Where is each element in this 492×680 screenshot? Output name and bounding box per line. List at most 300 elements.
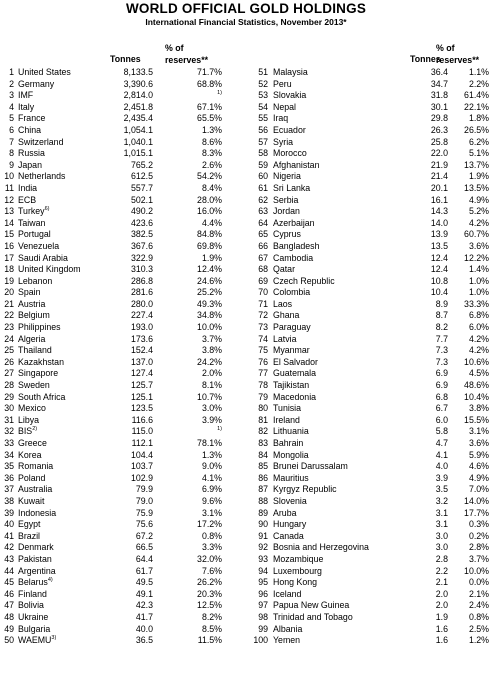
table-row (246, 206, 492, 218)
percent-cell: 54.2% (197, 171, 222, 182)
table-row (0, 125, 246, 137)
rank-cell: 48 (4, 611, 14, 622)
table-row (246, 450, 492, 462)
tonnes-cell: 10.8 (430, 275, 448, 286)
table-row (0, 566, 246, 578)
tonnes-cell: 3.1 (435, 519, 448, 530)
tonnes-cell: 3.2 (435, 495, 448, 506)
country-name: Mexico (18, 403, 46, 414)
tonnes-cell: 7.7 (435, 333, 448, 344)
country-name: Argentina (18, 565, 56, 576)
tonnes-cell: 102.9 (130, 472, 153, 483)
rank-cell: 59 (258, 159, 268, 170)
table-row (246, 160, 492, 172)
table-row (0, 160, 246, 172)
country-cell (273, 322, 311, 334)
percent-cell: 33.3% (464, 298, 489, 309)
table-row (246, 241, 492, 253)
country-name: Paraguay (273, 322, 311, 333)
tonnes-cell: 34.7 (430, 78, 448, 89)
percent-cell: 0.8% (201, 530, 222, 541)
country-name: Poland (18, 472, 46, 483)
country-cell (18, 392, 65, 404)
rank-cell: 37 (4, 484, 14, 495)
rank-cell: 99 (258, 623, 268, 634)
percent-cell: 8.4% (201, 182, 222, 193)
tonnes-cell: 423.6 (130, 217, 153, 228)
tonnes-cell: 22.0 (430, 148, 448, 159)
percent-cell: 4.5% (468, 368, 489, 379)
country-name: Russia (18, 148, 45, 159)
country-cell (18, 79, 54, 91)
table-row (0, 345, 246, 357)
percent-cell: 24.6% (197, 275, 222, 286)
tonnes-cell: 8.2 (435, 322, 448, 333)
country-cell (273, 484, 337, 496)
percent-cell: 4.9% (468, 194, 489, 205)
country-name: Netherlands (18, 171, 66, 182)
country-name: Thailand (18, 345, 52, 356)
country-name: Colombia (273, 287, 311, 298)
rank-cell: 85 (258, 461, 268, 472)
rank-cell: 90 (258, 519, 268, 530)
rank-cell: 71 (258, 298, 268, 309)
country-name: Belarus (18, 577, 48, 588)
table-row (0, 380, 246, 392)
table-row (246, 90, 492, 102)
percent-cell: 16.0% (197, 206, 222, 217)
country-cell (273, 345, 310, 357)
tonnes-cell: 280.0 (130, 298, 153, 309)
tonnes-cell: 173.6 (130, 333, 153, 344)
rank-cell: 25 (4, 345, 14, 356)
table-row (246, 426, 492, 438)
rank-cell: 87 (258, 484, 268, 495)
percent-cell: 2.1% (468, 588, 489, 599)
percent-cell: 8.2% (201, 611, 222, 622)
table-row (0, 519, 246, 531)
rank-cell: 16 (4, 240, 14, 251)
percent-cell: 3.8% (201, 345, 222, 356)
rank-cell: 60 (258, 171, 268, 182)
table-row (246, 473, 492, 485)
percent-cell: 1.0% (468, 287, 489, 298)
country-name: Trinidad and Tobago (273, 611, 353, 622)
percent-cell: 1.8% (468, 113, 489, 124)
percent-cell: 3.7% (201, 333, 222, 344)
tonnes-cell: 3.1 (435, 507, 448, 518)
rank-cell: 10 (4, 171, 14, 182)
country-name: Albania (273, 623, 303, 634)
tonnes-cell: 193.0 (130, 322, 153, 333)
table-row (246, 148, 492, 160)
country-name: Taiwan (18, 217, 46, 228)
table-row (0, 542, 246, 554)
percent-cell: 5.1% (468, 148, 489, 159)
country-name: Algeria (18, 333, 46, 344)
rank-cell: 93 (258, 553, 268, 564)
percent-cell: 6.9% (201, 484, 222, 495)
table-row (0, 473, 246, 485)
table-row (0, 183, 246, 195)
tonnes-cell: 115.0 (131, 426, 153, 437)
percent-cell: 68.8% (197, 78, 222, 89)
rank-cell: 54 (258, 101, 268, 112)
tonnes-cell: 310.3 (130, 264, 153, 275)
tonnes-cell: 79.9 (135, 484, 153, 495)
percent-cell: 25.2% (197, 287, 222, 298)
rank-cell: 12 (4, 194, 14, 205)
tonnes-cell: 25.8 (430, 136, 448, 147)
country-cell (18, 566, 56, 578)
percent-cell: 4.1% (201, 472, 222, 483)
percent-cell: 7.6% (201, 565, 222, 576)
country-cell (273, 137, 293, 149)
rank-cell: 20 (4, 287, 14, 298)
country-cell (273, 624, 302, 636)
rank-cell: 8 (9, 148, 14, 159)
tonnes-cell: 125.7 (130, 380, 153, 391)
rank-cell: 82 (258, 426, 268, 437)
rank-cell: 42 (4, 542, 14, 553)
table-row (0, 264, 246, 276)
percent-cell: 8.3% (201, 148, 222, 159)
tonnes-cell: 6.7 (435, 403, 448, 414)
table-row (246, 67, 492, 79)
percent-cell: 6.2% (468, 136, 489, 147)
rank-cell: 32 (4, 426, 14, 437)
rank-cell: 21 (4, 298, 14, 309)
tonnes-cell: 104.4 (130, 449, 153, 460)
table-row (246, 299, 492, 311)
country-cell (18, 531, 40, 543)
country-name: Laos (273, 298, 293, 309)
percent-cell: 17.7% (464, 507, 489, 518)
table-row (0, 253, 246, 265)
table-row (246, 137, 492, 149)
country-name: Egypt (18, 519, 41, 530)
tonnes-cell: 612.5 (130, 171, 153, 182)
rank-cell: 56 (258, 124, 268, 135)
tonnes-cell: 125.1 (130, 391, 153, 402)
table-row (0, 79, 246, 91)
country-name: Mongolia (273, 449, 309, 460)
rank-cell: 52 (258, 78, 268, 89)
rank-cell: 51 (258, 67, 268, 77)
table-row (0, 276, 246, 288)
country-name: Kyrgyz Republic (273, 484, 337, 495)
rank-cell: 43 (4, 553, 14, 564)
percent-cell: 2.5% (468, 623, 489, 634)
table-row (246, 566, 492, 578)
table-row (246, 79, 492, 91)
country-cell (273, 148, 307, 160)
header-pct-line1: % of (165, 43, 184, 53)
percent-cell: 61.4% (464, 90, 489, 101)
tonnes-cell: 16.1 (430, 194, 448, 205)
country-cell (273, 612, 353, 624)
tonnes-cell: 2.0 (435, 600, 448, 611)
table-row (246, 195, 492, 207)
table-row (246, 392, 492, 404)
rank-cell: 9 (9, 159, 14, 170)
country-name: Canada (273, 530, 304, 541)
tonnes-cell: 6.9 (435, 368, 448, 379)
percent-cell: 32.0% (197, 553, 222, 564)
tonnes-cell: 502.1 (130, 194, 153, 205)
country-name: Cyprus (273, 229, 301, 240)
footnote-marker: 1) (217, 426, 222, 433)
tonnes-cell: 1.6 (435, 635, 448, 646)
table-header-left (0, 40, 246, 67)
table-row (0, 299, 246, 311)
percent-cell: 0.0% (468, 577, 489, 588)
country-cell (273, 310, 299, 322)
country-name: Hong Kong (273, 577, 318, 588)
tonnes-cell: 13.5 (430, 240, 448, 251)
table-row (0, 102, 246, 114)
table-left (0, 40, 246, 647)
country-name: United States (18, 67, 71, 77)
country-name: WAEMU (18, 635, 52, 646)
percent-cell: 60.7% (464, 229, 489, 240)
table-row (0, 113, 246, 125)
tonnes-cell: 29.8 (430, 113, 448, 124)
tonnes-cell: 36.4 (430, 67, 448, 77)
country-cell (18, 345, 52, 357)
header-tonnes: Tonnes (110, 54, 141, 64)
tonnes-cell: 67.2 (135, 530, 153, 541)
rank-cell: 14 (4, 217, 14, 228)
rank-cell: 74 (258, 333, 268, 344)
country-name: Nigeria (273, 171, 301, 182)
table-row (0, 415, 246, 427)
rank-cell: 98 (258, 611, 268, 622)
tonnes-cell: 64.4 (135, 553, 153, 564)
table-row (246, 310, 492, 322)
country-cell (273, 589, 301, 601)
country-cell (18, 276, 52, 288)
country-cell (273, 206, 300, 218)
country-cell (18, 113, 45, 125)
percent-cell: 3.6% (468, 438, 489, 448)
tonnes-cell: 20.1 (430, 182, 448, 193)
country-cell (273, 519, 306, 531)
percent-cell: 5.9% (468, 449, 489, 460)
table-row (0, 218, 246, 230)
country-name: Slovakia (273, 90, 307, 101)
country-name: Peru (273, 78, 292, 89)
rank-cell: 29 (4, 391, 14, 402)
country-cell (273, 171, 301, 183)
table-row (246, 403, 492, 415)
tonnes-cell: 2.0 (435, 588, 448, 599)
country-name: Aruba (273, 507, 297, 518)
tonnes-cell: 30.1 (430, 101, 448, 112)
percent-cell: 0.3% (468, 519, 489, 530)
percent-cell: 8.1% (201, 380, 222, 391)
country-cell (273, 473, 309, 485)
tonnes-cell: 2.2 (435, 565, 448, 576)
tonnes-cell: 152.4 (130, 345, 153, 356)
rank-cell: 76 (258, 356, 268, 367)
country-cell (273, 600, 349, 612)
country-name: Libya (18, 414, 40, 425)
country-cell (18, 206, 49, 218)
table-row (0, 531, 246, 543)
tonnes-cell: 31.8 (430, 90, 448, 101)
table-row (0, 310, 246, 322)
country-cell (18, 484, 52, 496)
table-row (0, 334, 246, 346)
country-cell (18, 264, 81, 276)
header-tonnes: Tonnes (410, 54, 441, 64)
rank-cell: 49 (4, 623, 14, 634)
percent-cell: 12.2% (464, 252, 489, 263)
tonnes-cell: 13.9 (430, 229, 448, 240)
page-subtitle: International Financial Statistics, November 2013* (145, 17, 347, 27)
table-row (246, 345, 492, 357)
rank-cell: 31 (4, 414, 14, 425)
footnote-marker: 6) (44, 206, 50, 213)
country-cell (273, 287, 310, 299)
table-row (246, 612, 492, 624)
country-name: Indonesia (18, 507, 57, 518)
country-cell (18, 125, 41, 137)
country-cell (273, 264, 295, 276)
rank-cell: 41 (4, 530, 14, 541)
rank-cell: 33 (4, 438, 14, 448)
table-row (0, 461, 246, 473)
country-name: Tajikistan (273, 380, 310, 391)
country-name: Iceland (273, 588, 302, 599)
table-row (246, 589, 492, 601)
country-cell (273, 566, 322, 578)
table-row (246, 542, 492, 554)
country-name: Bangladesh (273, 240, 320, 251)
table-row (0, 450, 246, 462)
rows-left (0, 67, 246, 647)
tonnes-cell: 7.3 (435, 345, 448, 356)
rows-right (246, 67, 492, 647)
rank-cell: 62 (258, 194, 268, 205)
tonnes-cell: 75.6 (135, 519, 153, 530)
tonnes-cell: 49.5 (135, 577, 153, 588)
percent-cell: 15.5% (464, 414, 489, 425)
country-cell (273, 542, 369, 554)
country-cell (18, 554, 52, 566)
table-row (246, 508, 492, 520)
country-name: Sri Lanka (273, 182, 311, 193)
rank-cell: 68 (258, 264, 268, 275)
tonnes-cell: 1,054.1 (123, 124, 153, 135)
country-cell (18, 635, 56, 647)
rank-cell: 58 (258, 148, 268, 159)
country-cell (18, 357, 64, 369)
table-row (246, 113, 492, 125)
country-name: Denmark (18, 542, 54, 553)
table-row (246, 183, 492, 195)
tonnes-cell: 8.7 (435, 310, 448, 321)
tonnes-cell: 103.7 (130, 461, 153, 472)
country-cell (273, 160, 319, 172)
percent-cell: 4.2% (468, 345, 489, 356)
rank-cell: 67 (258, 252, 268, 263)
tonnes-cell: 10.4 (430, 287, 448, 298)
table-row (0, 508, 246, 520)
percent-cell: 3.6% (468, 240, 489, 251)
percent-cell: 1.9% (468, 171, 489, 182)
table-row (0, 635, 246, 647)
country-cell (18, 461, 53, 473)
rank-cell: 30 (4, 403, 14, 414)
rank-cell: 44 (4, 565, 14, 576)
table-row (0, 426, 246, 438)
tonnes-cell: 4.0 (435, 461, 448, 472)
rank-cell: 88 (258, 495, 268, 506)
country-cell (18, 438, 47, 450)
table-row (246, 531, 492, 543)
tonnes-cell: 49.1 (135, 588, 153, 599)
footnote-marker: 4) (47, 577, 53, 584)
rank-cell: 27 (4, 368, 14, 379)
percent-cell: 49.3% (197, 298, 222, 309)
country-name: Portugal (18, 229, 51, 240)
country-name: Italy (18, 101, 35, 112)
percent-cell: 1.4% (468, 264, 489, 275)
country-cell (18, 450, 41, 462)
country-cell (18, 577, 53, 589)
rank-cell: 45 (4, 577, 14, 588)
country-cell (273, 426, 309, 438)
tonnes-cell: 557.7 (130, 182, 153, 193)
country-cell (273, 334, 296, 346)
rank-cell: 65 (258, 229, 268, 240)
table-row (0, 357, 246, 369)
table-row (246, 322, 492, 334)
table-row (246, 253, 492, 265)
country-cell (18, 310, 50, 322)
percent-cell: 3.8% (468, 403, 489, 414)
footnote-marker: 1) (217, 90, 222, 97)
country-name: Cambodia (273, 252, 314, 263)
country-name: Australia (18, 484, 53, 495)
percent-cell: 34.8% (197, 310, 222, 321)
country-cell (273, 276, 335, 288)
tonnes-cell: 112.1 (131, 438, 153, 448)
rank-cell: 28 (4, 380, 14, 391)
tonnes-cell: 41.7 (135, 611, 153, 622)
table-row (246, 496, 492, 508)
percent-cell: 4.4% (201, 217, 222, 228)
country-name: Czech Republic (273, 275, 335, 286)
country-cell (18, 415, 39, 427)
percent-cell: 67.1% (197, 101, 222, 112)
country-name: Philippines (18, 322, 61, 333)
rank-cell: 84 (258, 449, 268, 460)
tonnes-cell: 3,390.6 (123, 78, 153, 89)
country-name: Saudi Arabia (18, 252, 68, 263)
table-row (0, 67, 246, 79)
country-cell (18, 229, 51, 241)
country-cell (273, 403, 301, 415)
percent-cell: 2.6% (201, 159, 222, 170)
table-row (246, 624, 492, 636)
tonnes-cell: 7.3 (435, 356, 448, 367)
rank-cell: 95 (258, 577, 268, 588)
header-pct-line2: reserves** (436, 55, 480, 65)
tonnes-cell: 21.4 (430, 171, 448, 182)
